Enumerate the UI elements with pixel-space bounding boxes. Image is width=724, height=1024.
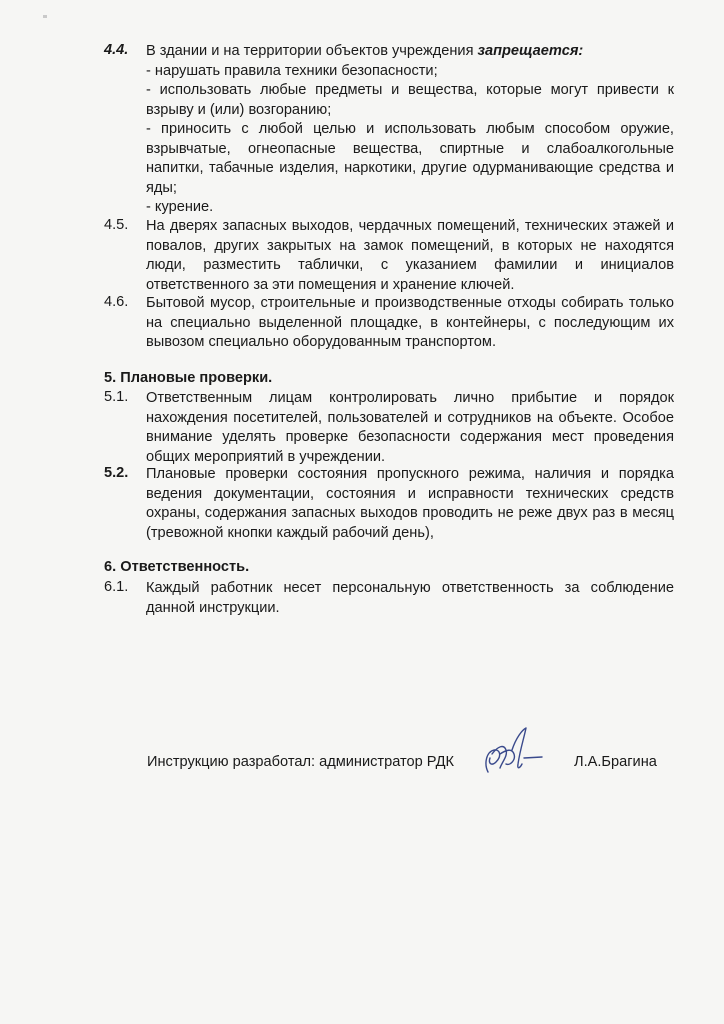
item-line: взрывчатые, огнеопасные вещества, спиртные и слабоалкогольные [146, 140, 674, 157]
item-number: 5.2. [104, 465, 129, 481]
item-number: 4.4. [104, 42, 129, 58]
item-line: - нарушать правила техники безопасности; [146, 62, 438, 79]
section-6-heading: 6. Ответственность. [104, 559, 250, 575]
item-line: (тревожной кнопки каждый рабочий день), [146, 524, 434, 541]
section-5-heading: 5. Плановые проверки. [104, 370, 273, 386]
item-line: на специально выделенной площадке, в контейнеры, с последующим их [146, 314, 674, 331]
item-number: 4.5. [104, 217, 129, 233]
item-line: данной инструкции. [146, 599, 280, 616]
item-line: - приносить с любой целью и использовать любым способом оружие, [146, 121, 674, 137]
item-number: 6.1. [104, 579, 129, 595]
item-number: 5.1. [104, 389, 129, 405]
item-line: вывозом специально оборудованным транспортом. [146, 334, 497, 350]
item-intro-line [146, 42, 674, 62]
item-line: ведения документации, состояния и исправности технических средств [146, 485, 674, 502]
item-line: На дверях запасных выходов, чердачных помещений, технических этажей и [146, 218, 674, 234]
item-line: повалов, других закрытых на замок помещений, в которых не находятся [146, 237, 674, 254]
item-line: люди, разместить таблички, с указанием фамилии и инициалов [146, 257, 674, 273]
item-line: нахождения посетителей, пользователей и сотрудников на объекте. Особое [146, 409, 674, 426]
item-line: Плановые проверки состояния пропускного режима, наличия и порядка [146, 466, 674, 482]
item-line: общих мероприятий в учреждении. [146, 448, 386, 465]
signatory-name: Л.А.Брагина [574, 754, 657, 770]
item-line: напитки, табачные изделия, наркотики, другие одурманивающие средства и [146, 160, 674, 176]
item-line: ответственного за эти помещения и хранение ключей. [146, 276, 515, 293]
item-number: 4.6. [104, 294, 129, 310]
item-emphasis: запрещается: [477, 43, 584, 59]
signature-label: Инструкцию разработал: администратор РДК [147, 754, 454, 770]
item-intro: В здании и на территории объектов учреждения [146, 43, 478, 59]
handwritten-signature [480, 724, 552, 780]
item-line: Бытовой мусор, строительные и производственные отходы собирать только [146, 295, 674, 311]
item-line: Каждый работник несет персональную ответственность за соблюдение [146, 580, 674, 596]
item-line: охраны, содержания запасных выходов проводить не реже двух раз в месяц [146, 505, 674, 521]
item-line: внимание уделять проверке безопасности содержания мест проведения [146, 429, 674, 445]
item-line: взрыву и (или) возгоранию; [146, 101, 332, 118]
scan-mark [43, 15, 47, 18]
item-line: - использовать любые предметы и вещества, которые могут привести к [146, 82, 674, 98]
item-line: - курение. [146, 199, 214, 215]
item-line: яды; [146, 179, 177, 196]
item-line: Ответственным лицам контролировать лично прибытие и порядок [146, 390, 674, 406]
